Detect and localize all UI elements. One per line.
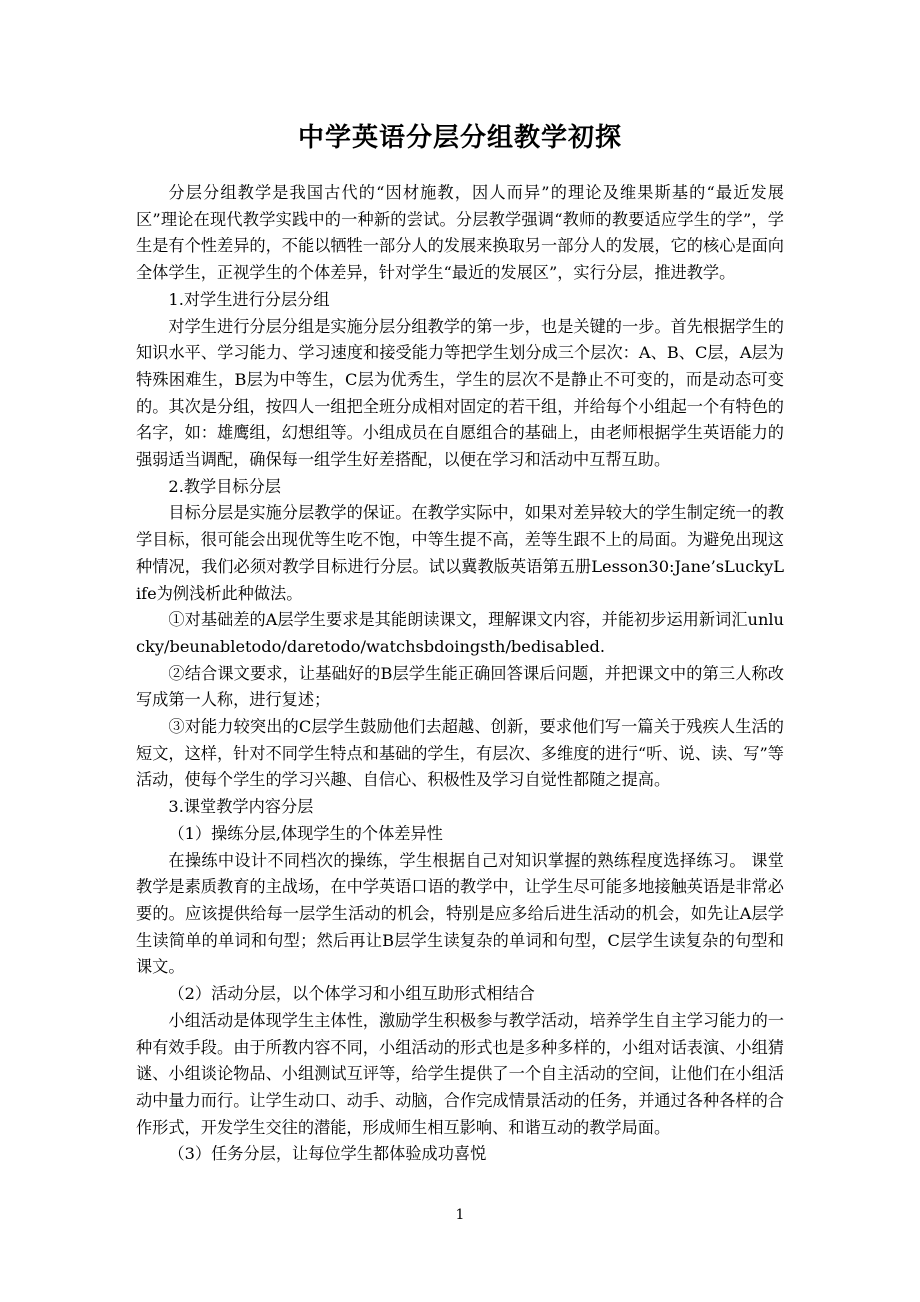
section-heading-2: 2.教学目标分层: [168, 476, 281, 496]
paragraph-subsection-1: 在操练中设计不同档次的操练，学生根据自己对知识掌握的熟练程度选择练习。 课堂教学是素质教育的主战场，在中学英语口语的教学中，让学生尽可能多地接触英语是非常必要的。应该提供给每一层学生活动的机会，特别是应多给后进生活动的机会，如先让A层学生读简单的单词和句型；然后再让B层学生读复杂的单词和句型，C层学生读复杂的句型和课文。: [136, 850, 784, 977]
subsection-heading-3: （3）任务分层，让每位学生都体验成功喜悦: [168, 1144, 487, 1164]
document-title: 中学英语分层分组教学初探: [297, 123, 622, 153]
paragraph-level-a: ①对基础差的A层学生要求是其能朗读课文，理解课文内容，并能初步运用新词汇unlucky/beunabletodo/daretodo/watchsbdoingsth/bedisabled.: [136, 610, 784, 656]
document-body: [136, 180, 784, 1168]
paragraph-intro: 分层分组教学是我国古代的“因材施教，因人而异”的理论及维果斯基的“最近发展区”理论在现代教学实践中的一种新的尝试。分层教学强调“教师的教要适应学生的学”，学生是有个性差异的，不能以牺牲一部分人的发展来换取另一部分人的发展，它的核心是面向全体学生，正视学生的个体差异，针对学生“最近的发展区”，实行分层，推进教学。: [136, 183, 784, 283]
paragraph-subsection-2: 小组活动是体现学生主体性，激励学生积极参与教学活动，培养学生自主学习能力的一种有效手段。由于所教内容不同，小组活动的形式也是多种多样的，小组对话表演、小组猜谜、小组谈论物品、小组测试互评等，给学生提供了一个自主活动的空间，让他们在小组活动中量力而行。让学生动口、动手、动脑，合作完成情景活动的任务，并通过各种各样的合作形式，开发学生交往的潜能，形成师生相互影响、和谐互动的教学局面。: [136, 1010, 784, 1137]
page-number: 1: [455, 1207, 465, 1223]
section-heading-1: 1.对学生进行分层分组: [168, 289, 330, 309]
paragraph-level-c: ③对能力较突出的C层学生鼓励他们去超越、创新，要求他们写一篇关于残疾人生活的短文，这样，针对不同学生特点和基础的学生，有层次、多维度的进行“听、说、读、写”等活动，使每个学生的学习兴趣、自信心、积极性及学习自觉性都随之提高。: [136, 717, 784, 790]
subsection-heading-2: （2）活动分层，以个体学习和小组互助形式相结合: [168, 984, 535, 1004]
paragraph-section-2: 目标分层是实施分层教学的保证。在教学实际中，如果对差异较大的学生制定统一的教学目标，很可能会出现优等生吃不饱，中等生提不高，差等生跟不上的局面。为避免出现这种情况，我们必须对教学目标进行分层。试以冀教版英语第五册Lesson30:Jane’sLuckyLife为例浅析此种做法。: [136, 503, 784, 603]
paragraph-section-1: 对学生进行分层分组是实施分层分组教学的第一步，也是关键的一步。首先根据学生的知识水平、学习能力、学习速度和接受能力等把学生划分成三个层次：A、B、C层，A层为特殊困难生，B层为中等生，C层为优秀生，学生的层次不是静止不可变的，而是动态可变的。其次是分组，按四人一组把全班分成相对固定的若干组，并给每个小组起一个有特色的名字，如：雄鹰组，幻想组等。小组成员在自愿组合的基础上，由老师根据学生英语能力的强弱适当调配，确保每一组学生好差搭配，以便在学习和活动中互帮互助。: [136, 316, 784, 470]
subsection-heading-1: （1）操练分层,体现学生的个体差异性: [168, 823, 443, 843]
paragraph-level-b: ②结合课文要求，让基础好的B层学生能正确回答课后问题，并把课文中的第三人称改写成第一人称，进行复述；: [136, 663, 784, 710]
section-heading-3: 3.课堂教学内容分层: [168, 797, 314, 817]
